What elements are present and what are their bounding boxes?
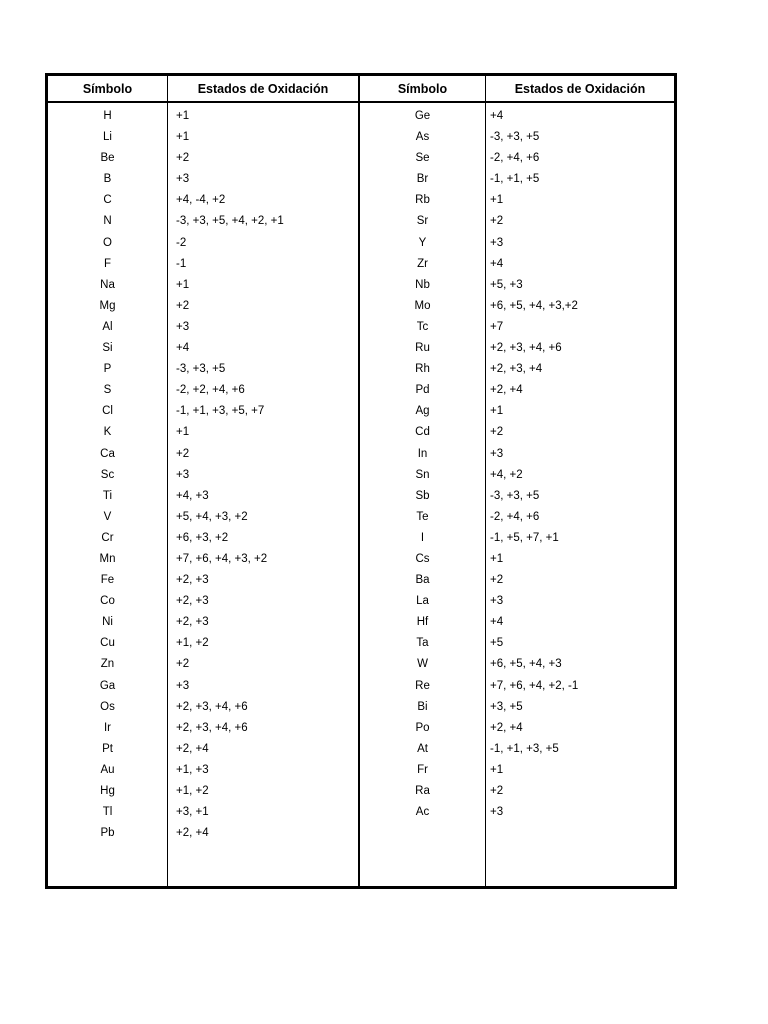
element-symbol-left: Ti — [102, 489, 113, 502]
table-row — [48, 465, 674, 486]
element-symbol-right: Bi — [417, 700, 428, 713]
oxidation-states-left: +2, +3, +4, +6 — [176, 721, 248, 734]
oxidation-states-left: +5, +4, +3, +2 — [176, 510, 248, 523]
element-symbol-left: F — [103, 257, 112, 270]
table-row — [48, 760, 674, 781]
element-symbol-right: Hf — [416, 616, 429, 629]
element-symbol-left: N — [103, 215, 112, 228]
element-symbol-right: Sb — [415, 489, 430, 502]
oxidation-states-left: +3 — [176, 468, 190, 481]
oxidation-states-right: +2 — [490, 215, 504, 228]
oxidation-states-right: +5, +3 — [490, 278, 523, 291]
oxidation-states-right: +2, +3, +4 — [490, 363, 543, 376]
oxidation-states-left: -2, +2, +4, +6 — [176, 384, 245, 397]
oxidation-states-right: +4 — [490, 110, 504, 122]
table-row — [48, 211, 674, 232]
table-row — [48, 317, 674, 338]
oxidation-states-right: +2, +4 — [490, 721, 523, 734]
element-symbol-right: At — [417, 742, 428, 755]
table-row — [48, 169, 674, 190]
element-symbol-left: Ni — [102, 616, 113, 629]
element-symbol-right: Cd — [415, 426, 430, 439]
oxidation-states-right: +6, +5, +4, +3 — [490, 658, 562, 671]
table-row — [48, 823, 674, 844]
oxidation-states-left: +1, +2 — [176, 637, 209, 650]
oxidation-states-right: +7, +6, +4, +2, -1 — [490, 679, 579, 692]
element-symbol-left: Si — [102, 342, 113, 355]
oxidation-states-right: -1, +5, +7, +1 — [490, 531, 559, 544]
oxidation-states-left: +6, +3, +2 — [176, 531, 229, 544]
oxidation-states-right: +5 — [490, 637, 504, 650]
element-symbol-right: Br — [416, 173, 429, 186]
oxidation-states-left: +1 — [176, 426, 190, 439]
element-symbol-right: Pd — [415, 384, 430, 397]
oxidation-states-left: -3, +3, +5, +4, +2, +1 — [176, 215, 284, 228]
element-symbol-left: O — [103, 236, 112, 249]
element-symbol-right: Tc — [416, 320, 429, 333]
element-symbol-right: Rh — [415, 363, 430, 376]
oxidation-states-left: +1, +3 — [176, 763, 209, 776]
oxidation-states-right: +3 — [490, 595, 504, 608]
table-row — [48, 507, 674, 528]
oxidation-states-right: +3 — [490, 236, 504, 249]
table-row — [48, 486, 674, 507]
element-symbol-left: S — [103, 384, 112, 397]
element-symbol-left: Mg — [99, 299, 116, 312]
oxidation-states-right: -3, +3, +5 — [490, 489, 540, 502]
oxidation-states-right: +2 — [490, 785, 504, 797]
element-symbol-left: Hg — [100, 785, 115, 797]
element-symbol-right: Nb — [415, 278, 430, 291]
table-row — [48, 296, 674, 317]
oxidation-states-right: +3 — [490, 447, 504, 460]
element-symbol-right: Re — [415, 679, 430, 692]
table-row — [48, 190, 674, 211]
oxidation-states-right: +4, +2 — [490, 468, 523, 481]
element-symbol-right: Mo — [414, 299, 431, 312]
header-states-right: Estados de Oxidación — [514, 82, 646, 96]
element-symbol-right: W — [417, 658, 428, 671]
oxidation-states-left: +2, +3 — [176, 574, 209, 587]
element-symbol-right: Te — [416, 510, 429, 523]
element-symbol-right: Rb — [415, 194, 430, 207]
element-symbol-left: Cl — [102, 405, 113, 418]
table-row — [48, 739, 674, 760]
oxidation-states-right: +1 — [490, 763, 504, 776]
oxidation-states-left: +2, +4 — [176, 827, 209, 840]
table-row — [48, 401, 674, 422]
table-row — [48, 380, 674, 401]
table-row — [48, 106, 674, 127]
element-symbol-left: Li — [103, 131, 112, 144]
oxidation-states-right: -2, +4, +6 — [490, 510, 540, 523]
element-symbol-left: Ga — [99, 679, 116, 692]
table-row — [48, 591, 674, 612]
oxidation-states-right: +7 — [490, 320, 504, 333]
oxidation-states-right: +3 — [490, 806, 504, 819]
oxidation-states-right: +1 — [490, 194, 504, 207]
oxidation-states-right: +4 — [490, 616, 504, 629]
table-row — [48, 338, 674, 359]
oxidation-states-left: +3 — [176, 173, 190, 186]
element-symbol-right: In — [417, 447, 428, 460]
oxidation-states-left: -2 — [176, 236, 187, 249]
element-symbol-right: Ac — [415, 806, 430, 819]
oxidation-states-left: +1 — [176, 110, 190, 122]
oxidation-states-left: +4, -4, +2 — [176, 194, 226, 207]
oxidation-states-left: +1 — [176, 131, 190, 144]
oxidation-states-left: -1, +1, +3, +5, +7 — [176, 405, 265, 418]
oxidation-states-right: +4 — [490, 257, 504, 270]
table-header — [48, 76, 674, 103]
oxidation-states-left: -3, +3, +5 — [176, 363, 226, 376]
element-symbol-left: K — [103, 426, 112, 439]
oxidation-states-left: -1 — [176, 257, 187, 270]
table-row — [48, 697, 674, 718]
table-row — [48, 148, 674, 169]
element-symbol-right: Sr — [416, 215, 429, 228]
oxidation-states-left: +2 — [176, 447, 190, 460]
element-symbol-left: Os — [100, 700, 115, 713]
element-symbol-left: Ir — [103, 721, 112, 734]
oxidation-states-left: +2 — [176, 658, 190, 671]
element-symbol-right: Po — [415, 721, 430, 734]
element-symbol-left: Ca — [100, 447, 115, 460]
element-symbol-left: Cr — [101, 531, 114, 544]
oxidation-states-right: -3, +3, +5 — [490, 131, 540, 144]
element-symbol-right: Ba — [415, 574, 430, 587]
element-symbol-left: Cu — [100, 637, 115, 650]
element-symbol-left: Sc — [100, 468, 115, 481]
element-symbol-right: La — [416, 595, 429, 608]
table-row — [48, 233, 674, 254]
oxidation-states-left: +4, +3 — [176, 489, 209, 502]
element-symbol-right: Ag — [415, 405, 430, 418]
table-body — [48, 106, 674, 844]
header-states-left: Estados de Oxidación — [197, 82, 329, 96]
table-row — [48, 570, 674, 591]
element-symbol-left: Zn — [100, 658, 115, 671]
element-symbol-left: H — [103, 110, 112, 122]
header-symbol-left: Símbolo — [82, 82, 133, 96]
oxidation-states-left: +2 — [176, 299, 190, 312]
oxidation-states-left: +1, +2 — [176, 785, 209, 797]
element-symbol-left: Be — [100, 152, 115, 165]
element-symbol-left: Pt — [102, 742, 113, 755]
element-symbol-left: C — [103, 194, 112, 207]
element-symbol-left: Mn — [99, 552, 116, 565]
element-symbol-right: Cs — [415, 552, 430, 565]
oxidation-states-right: +2 — [490, 574, 504, 587]
table-row — [48, 254, 674, 275]
table-row — [48, 612, 674, 633]
oxidation-states-right: -2, +4, +6 — [490, 152, 540, 165]
oxidation-states-right: +3, +5 — [490, 700, 523, 713]
table-row — [48, 127, 674, 148]
element-symbol-left: V — [103, 510, 112, 523]
oxidation-states-right: +2, +4 — [490, 384, 523, 397]
element-symbol-right: Fr — [417, 763, 428, 776]
element-symbol-left: Tl — [102, 806, 113, 819]
table-row — [48, 633, 674, 654]
oxidation-states-left: +2, +3, +4, +6 — [176, 700, 248, 713]
oxidation-states-right: -1, +1, +3, +5 — [490, 742, 559, 755]
element-symbol-left: Na — [100, 278, 115, 291]
table-row — [48, 528, 674, 549]
element-symbol-right: Se — [415, 152, 430, 165]
element-symbol-right: Sn — [415, 468, 430, 481]
oxidation-states-right: +1 — [490, 405, 504, 418]
element-symbol-left: P — [103, 363, 112, 376]
table-row — [48, 718, 674, 739]
oxidation-states-left: +2, +3 — [176, 616, 209, 629]
oxidation-states-right: +1 — [490, 552, 504, 565]
element-symbol-right: I — [420, 531, 425, 544]
element-symbol-left: Co — [100, 595, 115, 608]
element-symbol-right: Y — [418, 236, 427, 249]
element-symbol-left: B — [103, 173, 112, 186]
table-row — [48, 359, 674, 380]
element-symbol-left: Pb — [100, 827, 115, 840]
element-symbol-right: Ra — [415, 785, 430, 797]
oxidation-states-right: -1, +1, +5 — [490, 173, 540, 186]
element-symbol-left: Fe — [100, 574, 115, 587]
oxidation-states-left: +2, +3 — [176, 595, 209, 608]
oxidation-states-table — [45, 73, 677, 889]
element-symbol-left: Au — [100, 763, 115, 776]
table-row — [48, 444, 674, 465]
oxidation-states-left: +3 — [176, 320, 190, 333]
oxidation-states-left: +2, +4 — [176, 742, 209, 755]
table-row — [48, 549, 674, 570]
element-symbol-right: Ru — [415, 342, 430, 355]
element-symbol-right: Zr — [417, 257, 428, 270]
oxidation-states-left: +3, +1 — [176, 806, 209, 819]
table-row — [48, 275, 674, 296]
header-symbol-right: Símbolo — [397, 82, 448, 96]
oxidation-states-right: +6, +5, +4, +3,+2 — [490, 299, 578, 312]
oxidation-states-right: +2 — [490, 426, 504, 439]
table-row — [48, 654, 674, 675]
oxidation-states-left: +7, +6, +4, +3, +2 — [176, 552, 268, 565]
element-symbol-right: Ta — [416, 637, 429, 650]
element-symbol-right: As — [415, 131, 430, 144]
table-row — [48, 422, 674, 443]
oxidation-states-left: +2 — [176, 152, 190, 165]
oxidation-states-right: +2, +3, +4, +6 — [490, 342, 562, 355]
oxidation-states-left: +4 — [176, 342, 190, 355]
table-row — [48, 802, 674, 823]
oxidation-states-left: +1 — [176, 278, 190, 291]
table-row — [48, 676, 674, 697]
table-row — [48, 781, 674, 802]
oxidation-states-left: +3 — [176, 679, 190, 692]
element-symbol-left: Al — [102, 320, 113, 333]
element-symbol-right: Ge — [414, 110, 431, 122]
